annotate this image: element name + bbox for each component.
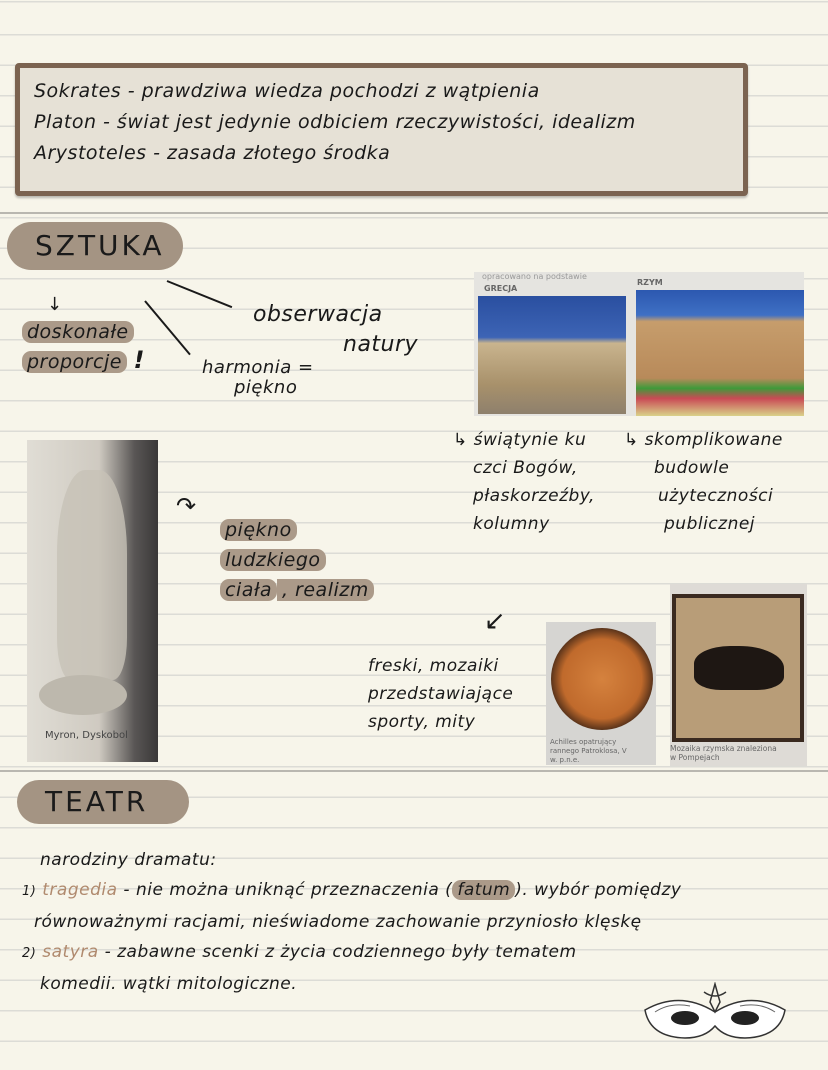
vase-caption: Achilles opatrujący rannego Patroklosa, V w. p.n.e. xyxy=(550,738,627,764)
architecture-photo xyxy=(474,272,804,416)
body-arrow: ↷ xyxy=(176,492,197,520)
mosaic-image xyxy=(672,594,804,742)
dog-figure xyxy=(694,646,784,690)
arrow-to-harmony xyxy=(144,300,191,355)
philosophy-line: Platon - świat jest jedynie odbiciem rzeczywistości, idealizm xyxy=(34,111,636,133)
statue-caption: Myron, Dyskobol xyxy=(45,730,128,741)
vase-photo xyxy=(546,622,656,765)
parthenon-image xyxy=(478,296,626,414)
statue-figure xyxy=(57,470,127,680)
vase-painting xyxy=(551,628,653,730)
source-note: opracowano na podstawie xyxy=(482,272,587,281)
mosaic-caption: Mozaika rzymska znaleziona w Pompejach xyxy=(670,744,777,762)
greece-note: ↳ świątynie ku czci Bogów, płaskorzeźby, kolumny xyxy=(453,430,595,534)
theatre-heading: TEATR xyxy=(17,780,189,824)
greece-label: GRECJA xyxy=(484,284,518,293)
section-divider xyxy=(0,212,828,214)
tragedy-item: 1) tragedia - nie można uniknąć przeznaczenia ( fatum ). wybór pomiędzy xyxy=(22,880,682,900)
harmony-note: harmonia = piękno xyxy=(202,357,314,398)
satire-item: 2) satyra - zabawne scenki z życia codziennego były tematem xyxy=(22,942,577,962)
frescoes-arrow: ↙ xyxy=(484,606,507,636)
theatre-mask-icon xyxy=(640,982,790,1048)
rome-note: ↳ skomplikowane budowle użyteczności publicznej xyxy=(624,430,783,534)
art-heading: SZTUKA xyxy=(7,222,183,270)
proportions-note: doskonałe proporcje ! xyxy=(22,318,145,376)
philosophy-line: Sokrates - prawdziwa wiedza pochodzi z wątpienia xyxy=(34,80,540,102)
statue-base xyxy=(39,675,127,715)
philosophy-box xyxy=(15,63,748,196)
theatre-notes: narodziny dramatu: 1) tragedia - nie można uniknąć przeznaczenia ( fatum ). wybór pomiędzy równoważnymi racjami, nieświadome zachowanie przyniosło klęskę 2) satyra - zabawne scenki z życia codziennego były tematem komedii. wątki mitologiczne. xyxy=(22,850,682,994)
mosaic-photo xyxy=(670,584,807,766)
arrow-to-observation xyxy=(167,280,233,308)
philosophy-line: Arystoteles - zasada złotego środka xyxy=(34,142,391,164)
colosseum-image xyxy=(636,290,804,416)
observation-note: obserwacja natury xyxy=(253,302,419,357)
rome-label: RZYM xyxy=(637,278,663,287)
discobolus-photo xyxy=(27,440,158,762)
body-note: piękno ludzkiego ciała , realizm xyxy=(220,515,374,605)
down-arrow: ↓ xyxy=(47,294,63,315)
frescoes-note: freski, mozaiki przedstawiające sporty, mity xyxy=(368,656,514,732)
section-divider xyxy=(0,770,828,772)
